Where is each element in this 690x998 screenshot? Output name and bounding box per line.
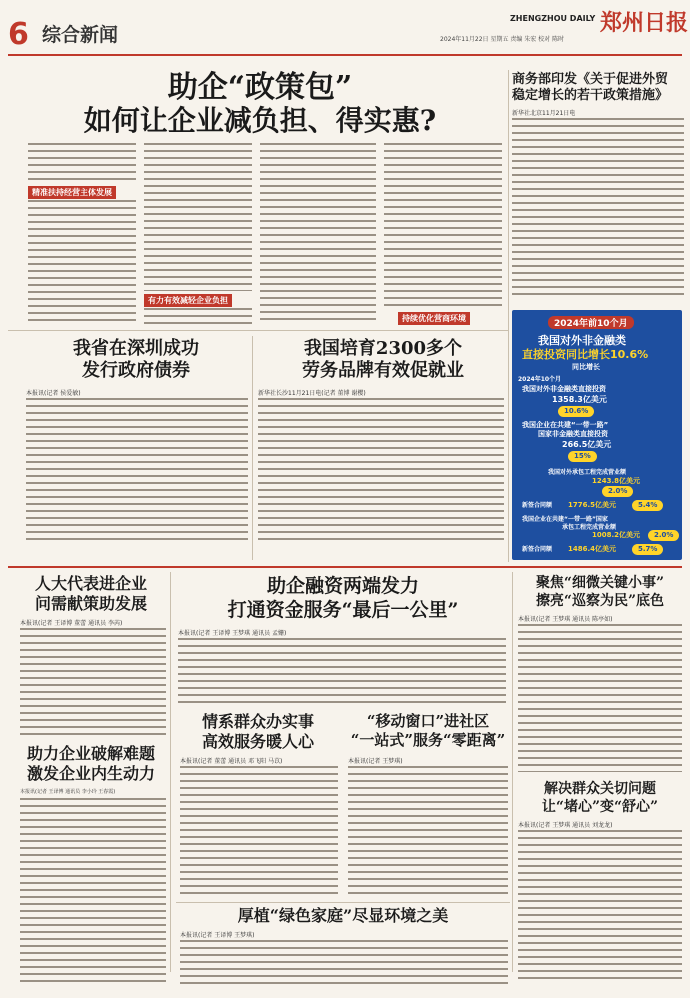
mobile-window-headline-1: “移动窗口”进社区	[366, 712, 490, 730]
masthead	[0, 0, 690, 64]
dateline: 2024年11月22日 星期五 责编 朱宏 校对 陈时	[440, 36, 565, 43]
infographic-s2-pct: 15%	[568, 451, 597, 462]
infographic-s6-label: 新签合同额	[522, 546, 553, 553]
service-headline-2: 高效服务暖人心	[201, 732, 314, 751]
page-number: 6	[8, 17, 29, 52]
mobile-window-body	[348, 766, 508, 896]
infographic-month: 2024年10个月	[518, 376, 562, 383]
investment-infographic	[512, 310, 682, 560]
inspection-byline: 本报讯(记者 王梦琪 通讯员 陈亭如)	[518, 616, 613, 623]
complaints-byline: 本报讯(记者 王梦琪 通讯员 刘龙龙)	[518, 822, 613, 829]
labor-brand-headline-1: 我国培育2300多个	[303, 338, 463, 359]
infographic-yoy: 同比增长	[572, 363, 600, 371]
npc-body	[20, 628, 166, 738]
header-rule	[8, 54, 682, 56]
lead-body-col2	[144, 143, 252, 291]
paper-logo: 郑州日报	[600, 10, 689, 36]
service-body	[180, 766, 338, 896]
npc-byline: 本报讯(记者 王译博 董蕾 通讯员 李芮)	[20, 620, 123, 627]
divider	[512, 572, 513, 972]
infographic-s5-value: 1008.2亿美元	[592, 531, 641, 539]
divider	[170, 572, 171, 972]
infographic-s3-label: 我国对外承包工程完成营业额	[548, 469, 627, 476]
infographic-s6-value: 1486.4亿美元	[568, 545, 617, 553]
npc-headline-2: 问需献策助发展	[34, 594, 147, 613]
lead-headline-2: 如何让企业减负担、得实惠?	[83, 104, 437, 137]
inspection-body	[518, 624, 682, 772]
labor-brand-byline: 新华社长沙11月21日电(记者 董博 谢樱)	[258, 390, 366, 397]
divider	[252, 336, 253, 560]
enterprise-help-headline-1: 助力企业破解难题	[26, 744, 155, 763]
shenzhen-bond-headline-1: 我省在深圳成功	[73, 338, 199, 359]
lead-body-col1	[28, 143, 136, 183]
enterprise-help-byline: 本报讯(记者 王译博 通讯员 李小玲 王春霞)	[20, 789, 116, 795]
lead-body-col3	[260, 143, 376, 324]
financing-body	[178, 638, 506, 704]
green-family-body	[180, 940, 508, 986]
divider	[8, 330, 508, 331]
infographic-s2-label-2: 国家非金融类直接投资	[538, 430, 608, 438]
lead-subhead-3: 持续优化营商环境	[398, 312, 470, 325]
shenzhen-bond-body	[26, 398, 248, 544]
financing-headline-2: 打通资金服务“最后一公里”	[227, 599, 459, 621]
infographic-s2-label-1: 我国企业在共建“一带一路”	[522, 421, 609, 429]
infographic-s1-value: 1358.3亿美元	[552, 395, 607, 404]
lead-body-col4	[384, 143, 502, 311]
lead-headline-1: 助企“政策包”	[167, 70, 353, 105]
lead-subhead-1: 精准扶持经营主体发展	[28, 186, 116, 199]
infographic-s2-value: 266.5亿美元	[562, 440, 612, 449]
green-family-byline: 本报讯(记者 王译博 王梦琪)	[180, 932, 255, 939]
lead-body-col2b	[144, 308, 252, 324]
divider	[8, 566, 682, 568]
labor-brand-body	[258, 398, 504, 544]
npc-headline-1: 人大代表进企业	[34, 574, 147, 593]
side-headline-1: 商务部印发《关于促进外贸	[512, 72, 669, 87]
inspection-headline-1: 聚焦“细微关键小事”	[535, 575, 665, 591]
shenzhen-bond-headline-2: 发行政府债券	[82, 360, 190, 381]
financing-byline: 本报讯(记者 王译博 王梦琪 通讯员 孟姗)	[178, 630, 287, 637]
infographic-head-1: 我国对外非金融类	[538, 334, 626, 347]
complaints-headline-2: 让“堵心”变“舒心”	[541, 799, 659, 815]
section-name: 综合新闻	[42, 24, 119, 46]
paper-name-en: ZHENGZHOU DAILY	[510, 14, 596, 23]
lead-body-col1b	[28, 200, 136, 324]
enterprise-help-headline-2: 激发企业内生动力	[26, 764, 155, 783]
infographic-s1-label: 我国对外非金融类直接投资	[522, 385, 606, 393]
infographic-s4-label: 新签合同额	[522, 502, 553, 509]
divider	[176, 902, 510, 903]
complaints-headline-1: 解决群众关切问题	[544, 781, 656, 797]
shenzhen-bond-byline: 本报讯(记者 侯爱敏)	[26, 390, 81, 397]
infographic-head-2: 直接投资同比增长10.6%	[522, 348, 649, 361]
infographic-s5-label-1: 我国企业在共建“一带一路”国家	[522, 516, 608, 523]
side-body	[512, 118, 684, 300]
infographic-s5-pct: 2.0%	[648, 530, 679, 541]
infographic-s4-pct: 5.4%	[632, 500, 663, 511]
infographic-s5-label-2: 承包工程完成营业额	[562, 524, 617, 531]
mobile-window-headline-2: “一站式”服务“零距离”	[350, 731, 506, 749]
side-headline-2: 稳定增长的若干政策措施》	[512, 88, 669, 103]
infographic-s4-value: 1776.5亿美元	[568, 501, 617, 509]
infographic-s1-pct: 10.6%	[558, 406, 594, 417]
enterprise-help-body	[20, 798, 166, 984]
financing-headline-1: 助企融资两端发力	[266, 575, 419, 597]
service-byline: 本报讯(记者 董蕾 通讯员 邓飞阳 马苡)	[180, 758, 283, 765]
service-headline-1: 情系群众办实事	[201, 712, 314, 731]
green-family-headline: 厚植“绿色家庭”尽显环境之美	[237, 906, 449, 925]
lead-subhead-2: 有力有效减轻企业负担	[144, 294, 232, 307]
infographic-s6-pct: 5.7%	[632, 544, 663, 555]
infographic-s3-value: 1243.8亿美元	[592, 477, 641, 485]
divider	[508, 70, 509, 562]
infographic-s3-pct: 2.0%	[602, 486, 633, 497]
complaints-body	[518, 830, 682, 984]
labor-brand-headline-2: 劳务品牌有效促就业	[302, 360, 464, 381]
infographic-year: 2024年前10个月	[548, 316, 634, 329]
mobile-window-byline: 本报讯(记者 王梦琪)	[348, 758, 403, 765]
side-byline: 新华社北京11月21日电	[512, 110, 576, 117]
inspection-headline-2: 擦亮“巡察为民”底色	[535, 593, 665, 609]
